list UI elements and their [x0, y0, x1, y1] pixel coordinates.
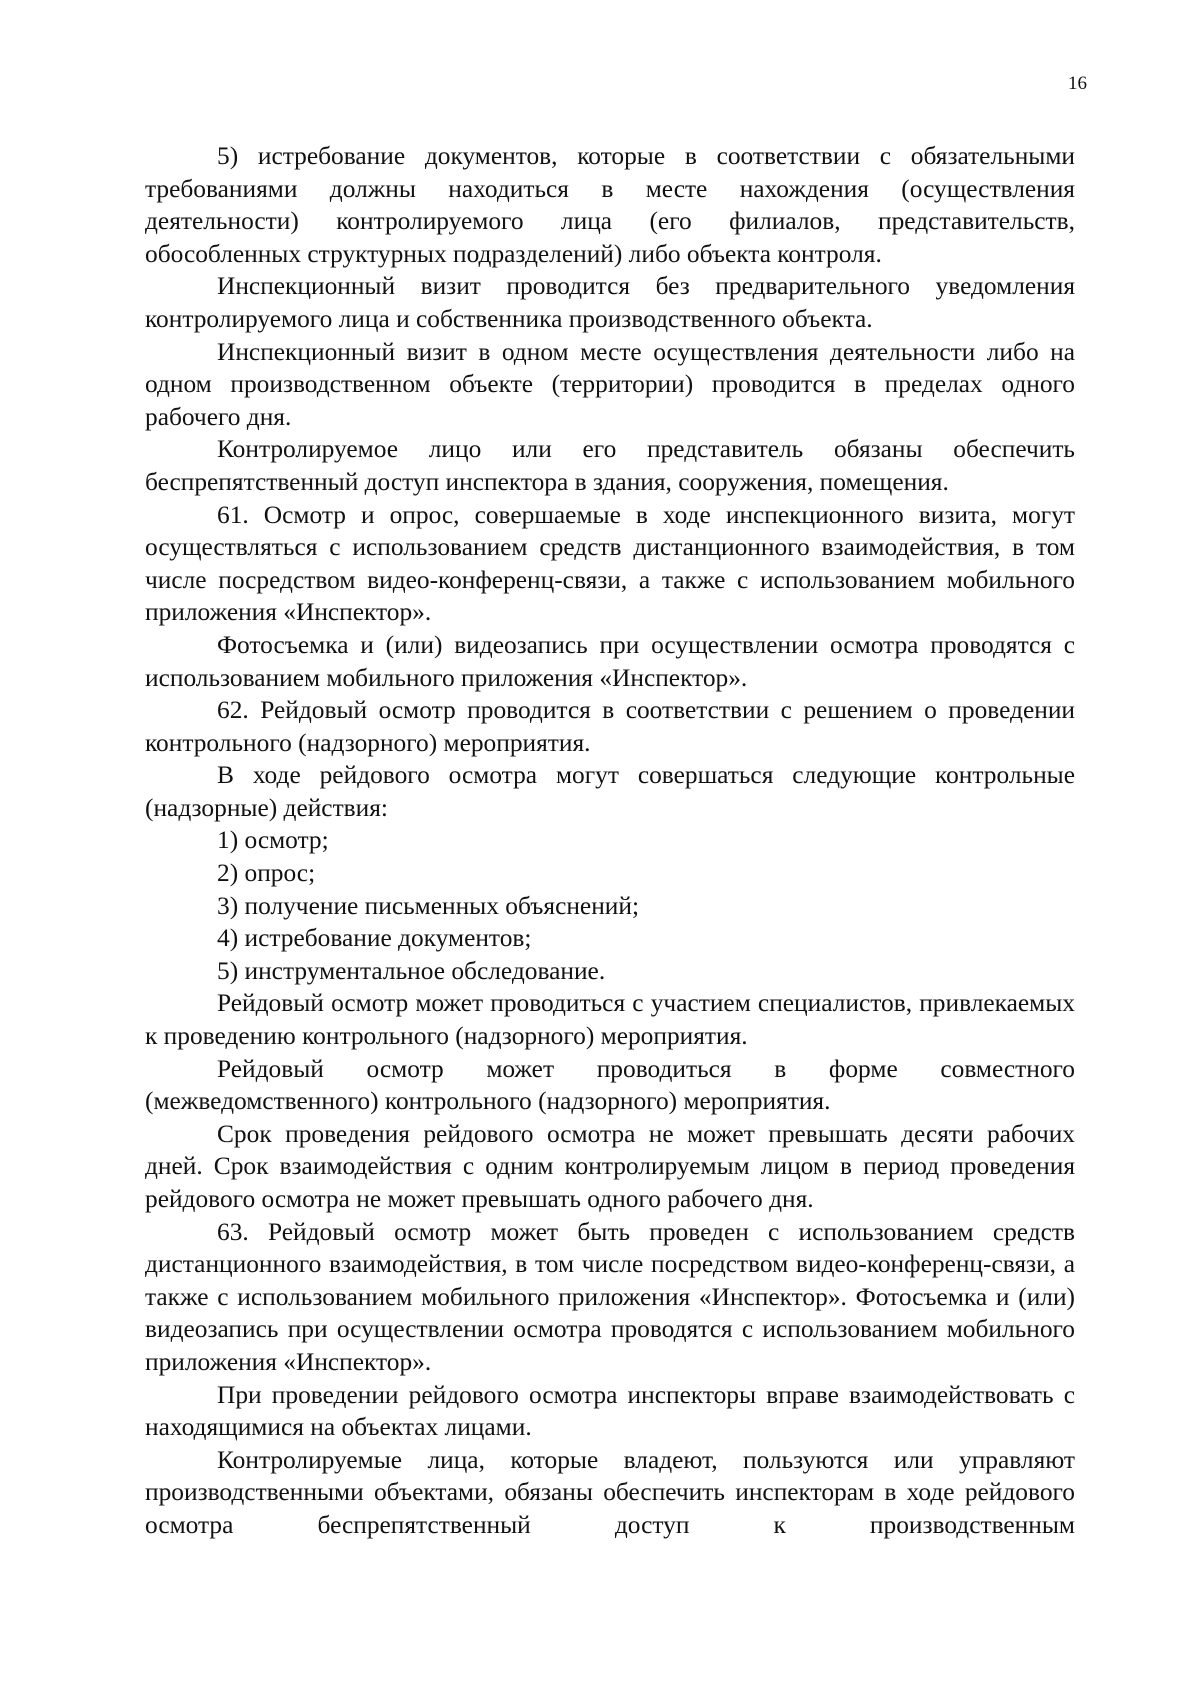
paragraph: Контролируемые лица, которые владеют, пользуются или управляют производственными объектами, обязаны обеспечить инспекторам в ходе рейдового осмотра беспрепятственный доступ к производственным	[145, 1445, 1075, 1539]
paragraph: Рейдовый осмотр может проводиться в форме совместного (межведомственного) контрольного (надзорного) мероприятия.	[145, 1054, 1075, 1116]
paragraph: Фотосъемка и (или) видеозапись при осуществлении осмотра проводятся с использованием мобильного приложения «Инспектор».	[145, 630, 1075, 692]
list-item: 4) истребование документов;	[217, 924, 532, 953]
paragraph: Инспекционный визит в одном месте осуществления деятельности либо на одном производственном объекте (территории) проводится в пределах одного рабочего дня.	[145, 337, 1075, 431]
paragraph: Контролируемое лицо или его представитель обязаны обеспечить беспрепятственный доступ инспектора в здания, сооружения, помещения.	[145, 435, 1075, 496]
list-item: 5) инструментальное обследование.	[217, 956, 606, 985]
paragraph: 63. Рейдовый осмотр может быть проведен с использованием средств дистанционного взаимодействия, в том числе посредством видео-конференц-связи, а также с использованием мобильного приложения «Инспектор». Фотосъемка и (или) видеозапись при осуществлении осмотра проводятся с использованием мобильного приложения «Инспектор».	[145, 1217, 1075, 1376]
list-item: 3) получение письменных объяснений;	[217, 891, 640, 920]
paragraph: В ходе рейдового осмотра могут совершаться следующие контрольные (надзорные) действия:	[145, 761, 1075, 822]
list-item: 2) опрос;	[217, 859, 316, 888]
paragraph: Срок проведения рейдового осмотра не может превышать десяти рабочих дней. Срок взаимодействия с одним контролируемым лицом в период проведения рейдового осмотра не может превышать одного рабочего дня.	[145, 1119, 1075, 1213]
list-item: 1) осмотр;	[217, 826, 329, 855]
paragraph: 62. Рейдовый осмотр проводится в соответствии с решением о проведении контрольного (надзорного) мероприятия.	[145, 696, 1075, 757]
paragraph: Рейдовый осмотр может проводиться с участием специалистов, привлекаемых к проведению контрольного (надзорного) мероприятия.	[145, 989, 1075, 1051]
page-number: 16	[1068, 73, 1087, 94]
body-text	[145, 140, 1075, 1542]
paragraph: 5) истребование документов, которые в соответствии с обязательными требованиями должны находиться в месте нахождения (осуществления деятельности) контролируемого лица (его филиалов, представительств, обособленных структурных подразделений) либо объекта контроля.	[145, 142, 1075, 268]
paragraph: 61. Осмотр и опрос, совершаемые в ходе инспекционного визита, могут осуществляться с использованием средств дистанционного взаимодействия, в том числе посредством видео-конференц-связи, а также с использованием мобильного приложения «Инспектор».	[145, 500, 1075, 627]
paragraph: Инспекционный визит проводится без предварительного уведомления контролируемого лица и собственника производственного объекта.	[145, 272, 1075, 333]
paragraph: При проведении рейдового осмотра инспекторы вправе взаимодействовать с находящимися на объектах лицами.	[145, 1380, 1075, 1442]
